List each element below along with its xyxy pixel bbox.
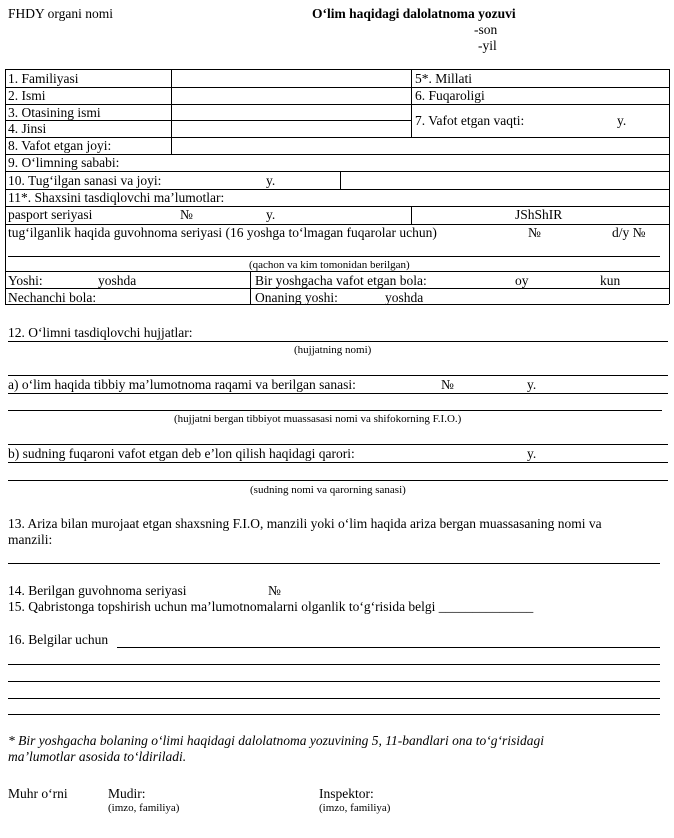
section12b-sub: (sudning nomi va qarorning sanasi) <box>250 484 406 496</box>
section14-text: 14. Berilgan guvohnoma seriyasi <box>8 583 187 598</box>
birth-year: y. <box>266 173 276 188</box>
age-yoshda: yoshda <box>98 273 137 288</box>
section12a-number: № <box>441 377 454 392</box>
jshshir-label: JShShIR <box>515 207 563 222</box>
section12a-name-line <box>8 410 662 411</box>
footnote-line1: * Bir yoshgacha bolaning o‘limi haqidagi dalolatnoma yozuvining 5, 11-bandlari ona to‘g‘risidagi <box>8 733 544 748</box>
section13-line1: 13. Ariza bilan murojaat etgan shaxsning F.I.O, manzili yoki o‘lim haqida ariza bergan muassasaning nomi va <box>8 516 602 531</box>
inspector-label: Inspektor: <box>319 786 374 801</box>
citizenship-label: 6. Fuqaroligi <box>415 88 485 103</box>
footnote-line2: ma’lumotlar asosida to‘ldiriladi. <box>8 749 187 764</box>
section12a-text: a) o‘lim haqida tibbiy ma’lumotnoma raqami va berilgan sanasi: <box>8 377 356 392</box>
death-place-label: 8. Vafot etgan joyi: <box>8 138 112 153</box>
section12-line <box>8 341 668 342</box>
section13-line2: manzili: <box>8 532 53 547</box>
section13-line <box>8 563 660 564</box>
birth-certificate-label: tug‘ilganlik haqida guvohnoma seriyasi (16 yoshga to‘lmagan fuqarolar uchun) <box>8 225 437 240</box>
stamp-place-label: Muhr o‘rni <box>8 786 68 801</box>
section12a-top-line <box>8 375 668 376</box>
section12b-bottom-line <box>8 462 668 463</box>
death-cause-label: 9. O‘limning sababi: <box>8 155 120 170</box>
director-sub: (imzo, familiya) <box>108 802 180 814</box>
birth-certificate-number: № <box>528 225 541 240</box>
infant-death-label: Bir yoshgacha vafot etgan bola: <box>255 273 427 288</box>
mother-age-yoshda: yoshda <box>385 290 424 305</box>
surname-label: 1. Familiyasi <box>8 71 79 86</box>
mother-age-label: Onaning yoshi: <box>255 290 338 305</box>
son-label: -son <box>474 22 498 37</box>
section16-line-4 <box>8 698 660 699</box>
birth-certificate-dy: d/y № <box>612 225 646 240</box>
child-order-label: Nechanchi bola: <box>8 290 97 305</box>
death-time-label: 7. Vafot etgan vaqti: <box>415 113 525 128</box>
director-label: Mudir: <box>108 786 146 801</box>
section12b-name-line <box>8 480 668 481</box>
nationality-label: 5*. Millati <box>415 71 472 86</box>
section12b-text: b) sudning fuqaroni vafot etgan deb e’lon qilish haqidagi qarori: <box>8 446 355 461</box>
section12b-year: y. <box>527 446 537 461</box>
birth-certificate-sub: (qachon va kim tomonidan berilgan) <box>249 259 410 271</box>
yil-label: -yil <box>478 38 497 53</box>
birth-date-place-label: 10. Tug‘ilgan sanasi va joyi: <box>8 173 162 188</box>
section15-text: 15. Qabristonga topshirish uchun ma’lumotnomalarni olganlik to‘g‘risida belgi ______________ <box>8 599 534 614</box>
identity-label: 11*. Shaxsini tasdiqlovchi ma’lumotlar: <box>8 190 225 205</box>
section12-sub: (hujjatning nomi) <box>294 344 372 356</box>
section12a-year: y. <box>527 377 537 392</box>
section16-text: 16. Belgilar uchun <box>8 632 109 647</box>
section12-title: 12. O‘limni tasdiqlovchi hujjatlar: <box>8 325 193 340</box>
section16-line-1 <box>117 647 660 648</box>
infant-days: kun <box>600 273 621 288</box>
birth-certificate-line <box>8 256 660 257</box>
section12a-sub: (hujjatni bergan tibbiyot muassasasi nomi va shifokorning F.I.O.) <box>174 413 462 425</box>
gender-label: 4. Jinsi <box>8 121 47 136</box>
passport-year: y. <box>266 207 276 222</box>
section16-line-5 <box>8 714 660 715</box>
infant-months: oy <box>515 273 529 288</box>
passport-number-label: № <box>180 207 193 222</box>
inspector-sub: (imzo, familiya) <box>319 802 391 814</box>
patronymic-label: 3. Otasining ismi <box>8 105 101 120</box>
age-label: Yoshi: <box>8 273 43 288</box>
section16-line-2 <box>8 664 660 665</box>
document-title: O‘lim haqidagi dalolatnoma yozuvi <box>312 6 516 21</box>
section14-number: № <box>268 583 281 598</box>
section16-line-3 <box>8 681 660 682</box>
name-label: 2. Ismi <box>8 88 46 103</box>
org-label: FHDY organi nomi <box>8 6 114 21</box>
passport-series-label: pasport seriyasi <box>8 207 93 222</box>
section12b-top-line <box>8 444 668 445</box>
section12a-bottom-line <box>8 393 668 394</box>
death-time-year: y. <box>617 113 627 128</box>
